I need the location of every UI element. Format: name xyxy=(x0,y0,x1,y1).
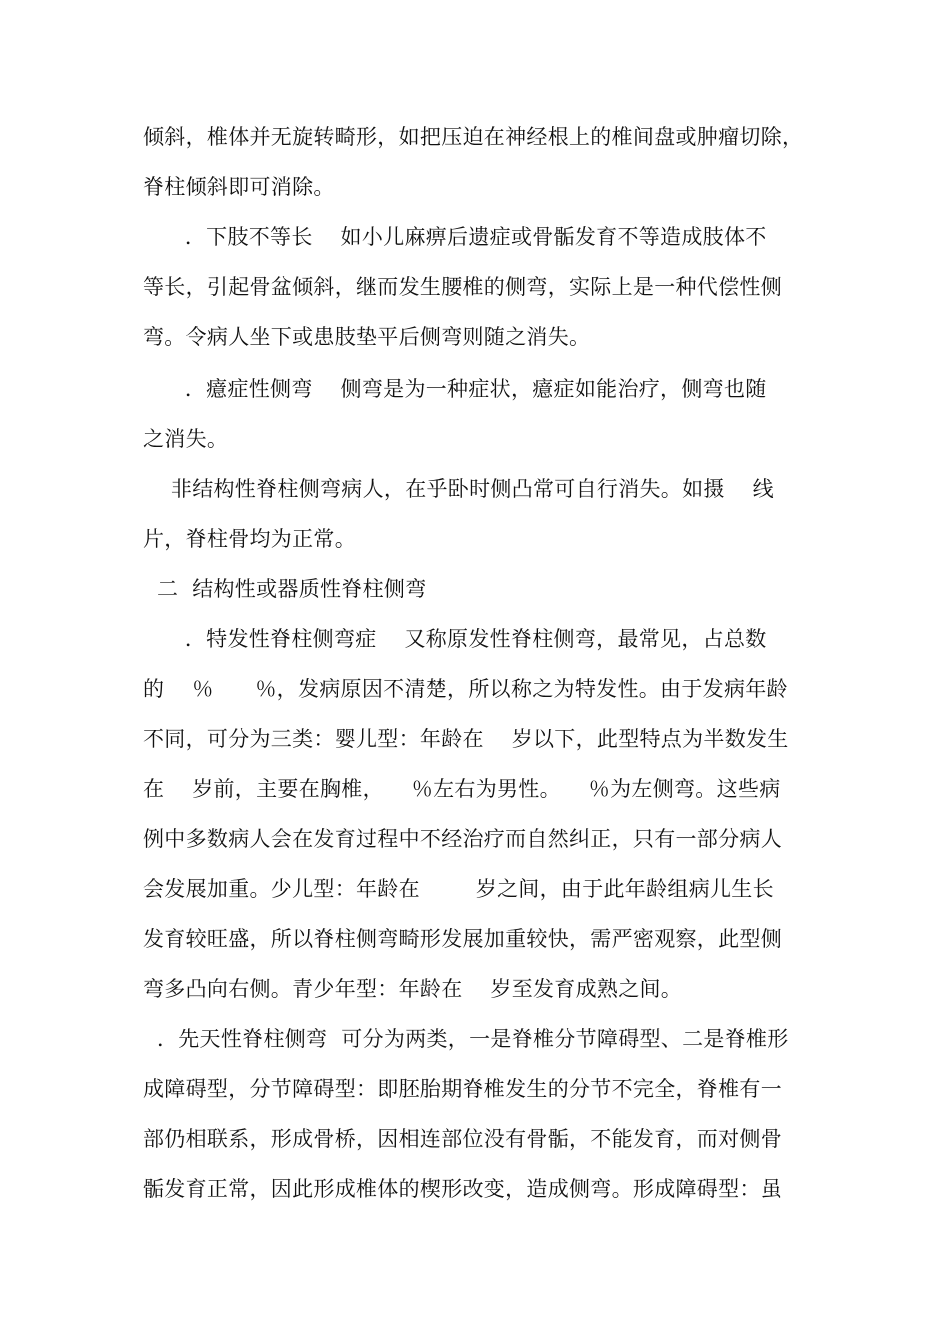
text-line: 倾斜，椎体并无旋转畸形，如把压迫在神经根上的椎间盘或肿瘤切除， xyxy=(143,125,804,149)
text-line: 非结构性脊柱侧弯病人，在乎卧时侧凸常可自行消失。如摄 线 xyxy=(143,477,774,501)
section-heading: 二 结构性或器质性脊柱侧弯 xyxy=(143,577,427,601)
text-line: 的 ％ ％，发病原因不清楚，所以称之为特发性。由于发病年龄 xyxy=(143,677,788,701)
text-line: 会发展加重。少儿型：年龄在 岁之间，由于此年龄组病儿生长 xyxy=(143,877,774,901)
text-line: 脊柱倾斜即可消除。 xyxy=(143,175,335,199)
text-line: 发育较旺盛，所以脊柱侧弯畸形发展加重较快，需严密观察，此型侧 xyxy=(143,927,782,951)
text-line: 例中多数病人会在发育过程中不经治疗而自然纠正，只有一部分病人 xyxy=(143,827,782,851)
text-line: 部仍相联系，形成骨桥，因相连部位没有骨骺，不能发育，而对侧骨 xyxy=(143,1127,782,1151)
text-line: 片，脊柱骨均为正常。 xyxy=(143,527,356,551)
text-line: 成障碍型，分节障碍型：即胚胎期脊椎发生的分节不完全，脊椎有一 xyxy=(143,1077,782,1101)
text-line: 骺发育正常，因此形成椎体的楔形改变，造成侧弯。形成障碍型：虽 xyxy=(143,1177,782,1201)
text-line: ．下肢不等长 如小儿麻痹后遗症或骨骺发育不等造成肢体不 xyxy=(143,225,767,249)
text-line: 等长，引起骨盆倾斜，继而发生腰椎的侧弯，实际上是一种代偿性侧 xyxy=(143,275,782,299)
text-line: 在 岁前，主要在胸椎， ％左右为男性。 ％为左侧弯。这些病 xyxy=(143,777,781,801)
text-line: 不同，可分为三类：婴儿型：年龄在 岁以下，此型特点为半数发生 xyxy=(143,727,789,751)
text-line: ．先天性脊柱侧弯 可分为两类，一是脊椎分节障碍型、二是脊椎形 xyxy=(143,1027,789,1051)
text-line: ．癔症性侧弯 侧弯是为一种症状，癔症如能治疗，侧弯也随 xyxy=(143,377,767,401)
text-line: 之消失。 xyxy=(143,427,229,451)
text-line: ．特发性脊柱侧弯症 又称原发性脊柱侧弯，最常见，占总数 xyxy=(143,627,767,651)
text-line: 弯。令病人坐下或患肢垫平后侧弯则随之消失。 xyxy=(143,325,591,349)
text-line: 弯多凸向右侧。青少年型：年龄在 岁至发育成熟之间。 xyxy=(143,977,683,1001)
